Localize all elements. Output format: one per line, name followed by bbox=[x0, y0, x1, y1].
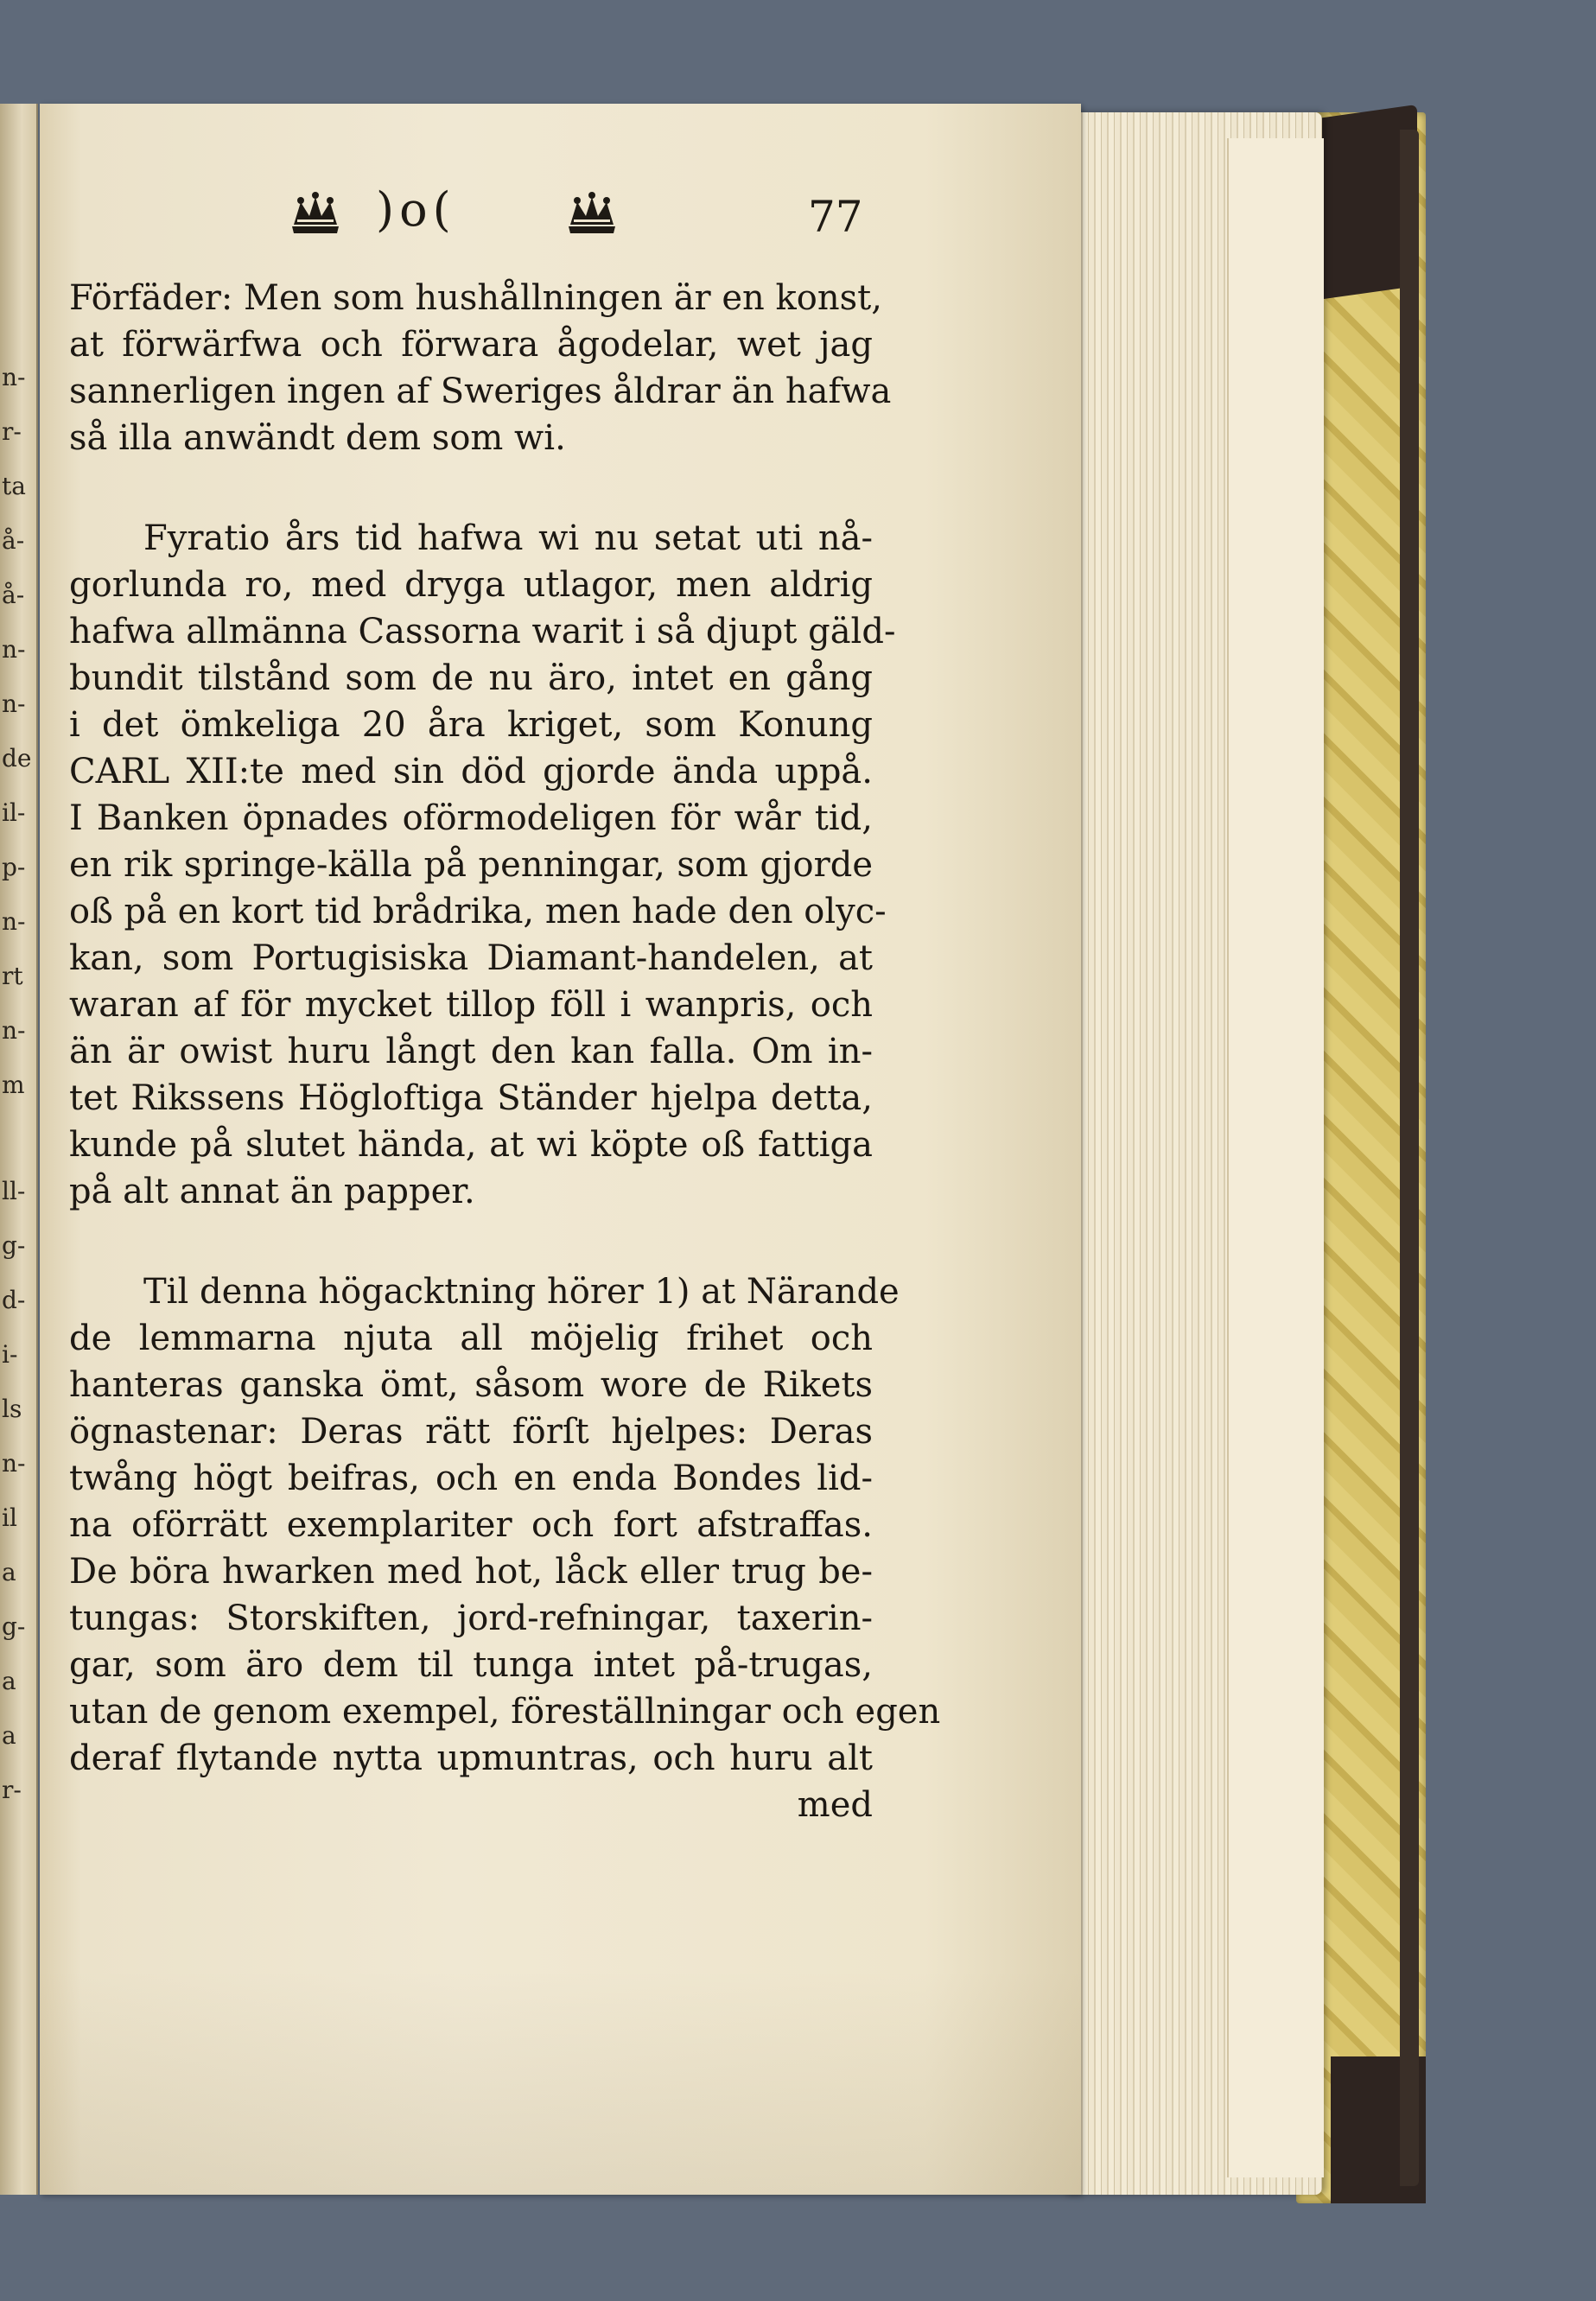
text-line: oß på en kort tid brådrika, men hade den olyc- bbox=[69, 892, 887, 931]
text-line: kan, som Portugisiska Diamant-handelen, at bbox=[69, 938, 873, 978]
facing-page-fragment: ls bbox=[2, 1395, 22, 1423]
facing-page-fragment: il- bbox=[2, 798, 26, 827]
text-line: CARL XII:te med sin död gjorde ända uppå. bbox=[69, 752, 873, 791]
text-line: tet Rikssens Högloftiga Ständer hjelpa detta, bbox=[69, 1078, 873, 1118]
text-line: twång högt beifras, och en enda Bondes lid- bbox=[69, 1459, 873, 1498]
text-line: Til denna högacktning hörer 1) at Närande bbox=[143, 1272, 900, 1312]
facing-page-fragment: n- bbox=[2, 907, 26, 936]
text-line: i det ömkeliga 20 åra kriget, som Konung bbox=[69, 705, 873, 745]
facing-page-fragment: å- bbox=[2, 581, 25, 609]
facing-page-fragment: n- bbox=[2, 1016, 26, 1045]
text-line: deraf flytande nytta upmuntras, och huru alt bbox=[69, 1738, 873, 1778]
facing-page-fragment: m bbox=[2, 1071, 25, 1099]
text-line: kunde på slutet hända, at wi köpte oß fattiga bbox=[69, 1125, 873, 1165]
facing-page-fragment: n- bbox=[2, 690, 26, 718]
text-line: tungas: Storskiften, jord-refningar, taxerin- bbox=[69, 1599, 873, 1638]
text-line: hanteras ganska ömt, såsom wore de Rikets bbox=[69, 1365, 873, 1405]
facing-page-fragment: n- bbox=[2, 1449, 26, 1478]
text-line: De böra hwarken med hot, låck eller trug be- bbox=[69, 1552, 873, 1592]
text-line: gorlunda ro, med dryga utlagor, men aldrig bbox=[69, 565, 873, 605]
facing-page-edge bbox=[0, 104, 38, 2195]
text-line: gar, som äro dem til tunga intet på-trugas, bbox=[69, 1645, 873, 1685]
running-header bbox=[277, 182, 873, 246]
text-line: en rik springe-källa på penningar, som gjorde bbox=[69, 845, 873, 885]
text-line: bundit tilstånd som de nu äro, intet en gång bbox=[69, 658, 873, 698]
paragraph-1 bbox=[69, 275, 892, 461]
paragraph-gap bbox=[69, 461, 873, 515]
facing-page-fragment: de bbox=[2, 744, 32, 772]
facing-page-fragment: ll- bbox=[2, 1177, 26, 1205]
facing-page-fragment: a bbox=[2, 1667, 16, 1695]
text-line: waran af för mycket tillop föll i wanpris, och bbox=[69, 985, 873, 1025]
page-stack-inner bbox=[1227, 138, 1324, 2177]
text-line: I Banken öpnades oförmodeligen för wår tid, bbox=[69, 798, 873, 838]
facing-page-fragment: ta bbox=[2, 472, 26, 500]
text-line: Fyratio års tid hafwa wi nu setat uti nå- bbox=[143, 518, 873, 558]
facing-page-fragment: il bbox=[2, 1503, 17, 1532]
facing-page-fragment: å- bbox=[2, 526, 25, 555]
text-line: at förwärfwa och förwara ågodelar, wet jag bbox=[69, 325, 873, 365]
facing-page-fragment: r- bbox=[2, 1776, 22, 1804]
facing-page-fragment: r- bbox=[2, 417, 22, 446]
paragraph-2 bbox=[69, 515, 896, 1215]
text-line: så illa anwändt dem som wi. bbox=[69, 418, 566, 458]
facing-page-fragment: g- bbox=[2, 1612, 26, 1641]
facing-page-fragment: rt bbox=[2, 962, 23, 990]
cover-spine-edge bbox=[1400, 130, 1419, 2186]
facing-page-fragment: n- bbox=[2, 363, 26, 391]
crown-ornament-icon bbox=[562, 190, 622, 238]
facing-page-fragment: i- bbox=[2, 1340, 18, 1369]
page-shading bbox=[40, 1970, 1081, 2195]
paragraph-gap bbox=[69, 1215, 873, 1268]
text-line: ögnastenar: Deras rätt förſt hjelpes: Deras bbox=[69, 1412, 873, 1452]
paragraph-3 bbox=[69, 1268, 941, 1782]
text-line: sannerligen ingen af Sweriges åldrar än hafwa bbox=[69, 372, 892, 411]
facing-page-fragment: p- bbox=[2, 853, 26, 881]
facing-page-fragment: a bbox=[2, 1558, 16, 1586]
text-line: Förfäder: Men som hushållningen är en konst, bbox=[69, 278, 882, 318]
facing-page-fragment: g- bbox=[2, 1231, 26, 1260]
facing-page-fragment: d- bbox=[2, 1286, 26, 1314]
page-body-text bbox=[69, 275, 941, 1828]
facing-page-fragment: n- bbox=[2, 635, 26, 664]
text-line: utan de genom exempel, föreställningar och egen bbox=[69, 1692, 941, 1732]
catchword: med bbox=[797, 1785, 873, 1825]
text-line: de lemmarna njuta all möjelig frihet och bbox=[69, 1319, 873, 1358]
facing-page-fragment: a bbox=[2, 1721, 16, 1750]
page-number: 77 bbox=[808, 192, 863, 242]
crown-ornament-icon bbox=[285, 190, 346, 238]
text-line: på alt annat än papper. bbox=[69, 1172, 475, 1211]
text-line: än är owist huru långt den kan falla. Om in- bbox=[69, 1032, 873, 1071]
text-line: hafwa allmänna Cassorna warit i så djupt gäld- bbox=[69, 612, 896, 652]
header-separator: )o( bbox=[376, 182, 456, 237]
text-line: na oförrätt exemplariter och fort afstraffas. bbox=[69, 1505, 873, 1545]
